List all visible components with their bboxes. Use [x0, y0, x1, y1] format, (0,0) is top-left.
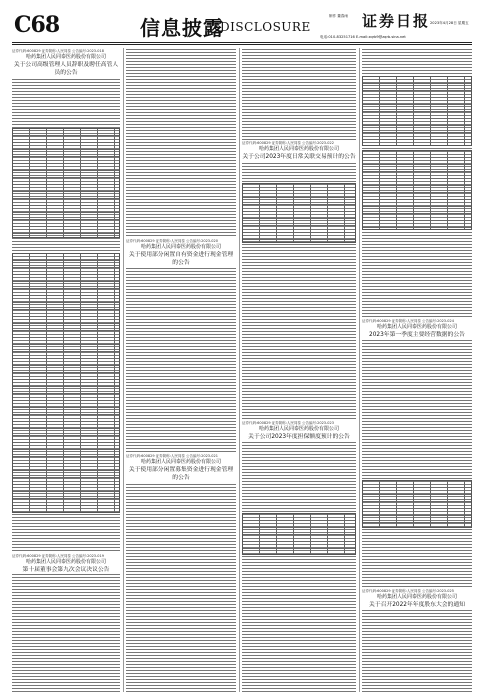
date-line: 2023年4月28日 星期五	[430, 21, 469, 25]
announcement-header	[362, 318, 472, 339]
data-table	[242, 513, 356, 555]
announcement-title: 关于公司2023年度担保额度预计的公告	[248, 434, 350, 440]
header-rule	[12, 42, 472, 43]
editor-line: 制作 董春雨	[328, 14, 348, 18]
announcement-code: 证券代码:600829 证券简称:人民同泰 公告编号:2023-024	[362, 319, 454, 323]
announcement-company: 哈药集团人民同泰医药股份有限公司	[25, 54, 106, 60]
header-rule-thin	[12, 44, 472, 45]
data-table	[242, 183, 356, 243]
announcement-title: 关于使用部分闲置自有资金进行现金管理的公告	[128, 252, 234, 266]
contact-line: 电话:010-83251716 E-mail:zqrb9@zqrb.sina.net	[320, 35, 406, 39]
announcement-title: 关于公司2023年度日常关联交易预计的公告	[242, 154, 356, 160]
column-divider	[239, 48, 240, 692]
announcement-code: 证券代码:600829 证券简称:人民同泰 公告编号:2023-021	[126, 454, 218, 458]
data-table	[362, 480, 472, 528]
announcement-title: 第十届董事会第九次会议决议公告	[22, 567, 110, 573]
column-2	[126, 48, 236, 692]
column-divider	[123, 48, 124, 692]
data-table	[12, 253, 120, 513]
announcement-company: 哈药集团人民同泰医药股份有限公司	[376, 594, 457, 600]
section-title-cn: 信息披露	[140, 16, 224, 40]
column-3	[242, 48, 356, 692]
announcement-title: 关于公司高级管理人员辞职及聘任高管人员的公告	[13, 62, 119, 76]
announcement-company: 哈药集团人民同泰医药股份有限公司	[140, 244, 221, 250]
announcement-code: 证券代码:600829 证券简称:人民同泰 公告编号:2023-025	[362, 589, 454, 593]
announcement-title: 关于召开2022年年度股东大会的通知	[369, 602, 465, 608]
announcement-header	[242, 420, 356, 441]
announcement-header	[362, 588, 472, 609]
announcement-code: 证券代码:600829 证券简称:人民同泰 公告编号:2023-020	[126, 239, 218, 243]
data-table	[362, 150, 472, 230]
announcement-company: 哈药集团人民同泰医药股份有限公司	[258, 426, 339, 432]
announcement-company: 哈药集团人民同泰医药股份有限公司	[25, 559, 106, 565]
data-table	[362, 76, 472, 146]
announcement-header	[126, 238, 236, 267]
announcement-header	[12, 48, 120, 77]
data-table	[12, 128, 120, 238]
announcement-header	[242, 140, 356, 161]
announcement-company: 哈药集团人民同泰医药股份有限公司	[376, 324, 457, 330]
section-title-en: DISCLOSURE	[220, 20, 311, 34]
announcement-title: 2023年第一季度主要经营数据的公告	[369, 332, 465, 338]
page-number: C68	[14, 12, 60, 38]
announcement-code: 证券代码:600829 证券简称:人民同泰 公告编号:2023-019	[12, 554, 104, 558]
body-text	[126, 48, 236, 692]
announcement-code: 证券代码:600829 证券简称:人民同泰 公告编号:2023-023	[242, 421, 334, 425]
column-4	[362, 48, 472, 692]
announcement-title: 关于使用部分闲置募集资金进行现金管理的公告	[128, 467, 234, 481]
announcement-header	[126, 453, 236, 482]
column-divider	[359, 48, 360, 692]
newspaper-logo: 证券日报	[361, 12, 430, 30]
announcement-company: 哈药集团人民同泰医药股份有限公司	[258, 146, 339, 152]
masthead	[0, 0, 484, 42]
announcement-code: 证券代码:600829 证券简称:人民同泰 公告编号:2023-022	[242, 141, 334, 145]
announcement-header	[12, 553, 120, 574]
announcement-code: 证券代码:600829 证券简称:人民同泰 公告编号:2023-018	[12, 49, 104, 53]
column-1	[12, 48, 120, 692]
announcement-company: 哈药集团人民同泰医药股份有限公司	[140, 459, 221, 465]
